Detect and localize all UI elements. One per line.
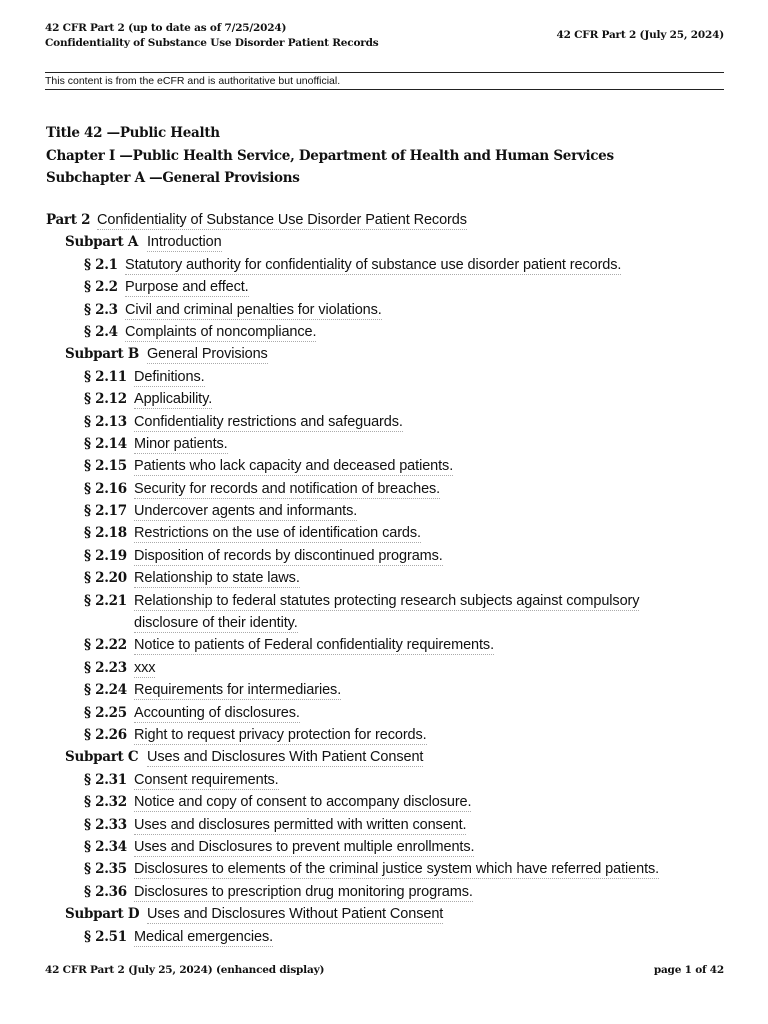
chapter-heading: Chapter I —Public Health Service, Department of Health and Human Services (46, 147, 614, 164)
section-number: § 2.18 (84, 525, 127, 542)
toc-subpart-row (46, 903, 726, 925)
section-link[interactable]: Notice to patients of Federal confidentiality requirements. (134, 637, 495, 654)
section-number: § 2.26 (84, 727, 127, 743)
section-link[interactable]: Undercover agents and informants. (134, 503, 358, 520)
hierarchy-headings (46, 122, 614, 190)
toc-section-row (46, 478, 726, 500)
running-header (45, 21, 724, 55)
subpart-label: Subpart C (65, 749, 139, 766)
section-number: § 2.51 (84, 928, 127, 945)
toc-section-row (46, 411, 726, 433)
subpart-label: Subpart A (65, 234, 139, 251)
section-link[interactable]: Uses and disclosures permitted with written consent. (134, 816, 467, 833)
subpart-link[interactable]: Uses and Disclosures Without Patient Consent (147, 906, 444, 923)
section-number: § 2.22 (84, 637, 127, 654)
page-number: page 1 of 42 (653, 964, 724, 976)
section-link[interactable]: Medical emergencies. (134, 928, 274, 945)
toc-section-row (46, 366, 726, 388)
section-number: § 2.2 (84, 279, 118, 296)
toc-section-row (46, 500, 726, 522)
toc-subpart-row (46, 231, 726, 253)
toc-part-row (46, 209, 726, 231)
toc-section-row (46, 276, 726, 298)
section-number: § 2.32 (84, 794, 127, 811)
section-number: § 2.4 (84, 323, 118, 340)
section-link[interactable]: Uses and Disclosures to prevent multiple enrollments. (134, 838, 475, 855)
section-number: § 2.14 (84, 435, 127, 452)
section-link[interactable]: Patients who lack capacity and deceased patients. (134, 458, 454, 475)
part-label: Part 2 (46, 212, 91, 228)
toc-section-row (46, 858, 726, 880)
toc-section-row (46, 926, 726, 948)
section-link[interactable]: xxx (134, 659, 156, 676)
toc-section-row (46, 388, 726, 410)
footer-citation: 42 CFR Part 2 (July 25, 2024) (enhanced display) (45, 964, 325, 976)
section-number: § 2.24 (84, 682, 127, 699)
authority-notice-text: This content is from the eCFR and is authoritative but unofficial. (45, 75, 341, 87)
toc-section-row (46, 299, 726, 321)
section-number: § 2.36 (84, 883, 127, 900)
title-heading: Title 42 —Public Health (46, 125, 220, 141)
section-link[interactable]: Restrictions on the use of identification cards. (134, 525, 421, 542)
section-number: § 2.19 (84, 547, 127, 564)
section-link[interactable]: Disclosures to elements of the criminal justice system which have referred patients. (134, 861, 660, 878)
section-number: § 2.23 (84, 659, 127, 676)
section-number: § 2.11 (84, 368, 127, 385)
section-number: § 2.31 (84, 771, 127, 788)
running-footer (45, 964, 724, 980)
header-subject-line: Confidentiality of Substance Use Disorder Patient Records (45, 37, 379, 49)
section-number: § 2.16 (84, 480, 127, 497)
section-link[interactable]: Civil and criminal penalties for violations. (125, 301, 382, 318)
section-number: § 2.20 (84, 570, 127, 587)
toc-section-row (46, 657, 726, 679)
section-link[interactable]: Requirements for intermediaries. (134, 682, 342, 699)
toc-section-row (46, 567, 726, 589)
header-citation-date: 42 CFR Part 2 (July 25, 2024) (556, 29, 724, 41)
section-number: § 2.17 (84, 503, 127, 520)
toc-section-row (46, 455, 726, 477)
authority-notice (45, 72, 724, 90)
section-number: § 2.21 (84, 592, 127, 609)
toc-section-row (46, 634, 726, 656)
toc-section-row (46, 321, 726, 343)
section-number: § 2.33 (84, 816, 127, 833)
section-link[interactable]: Accounting of disclosures. (134, 704, 300, 721)
section-number: § 2.35 (84, 861, 127, 878)
part-link[interactable]: Confidentiality of Substance Use Disorder Patient Records (97, 212, 467, 228)
section-number: § 2.13 (84, 413, 127, 430)
subpart-link[interactable]: Introduction (147, 234, 222, 251)
toc-section-row (46, 836, 726, 858)
toc-subpart-row (46, 343, 726, 365)
toc-section-row (46, 433, 726, 455)
toc-section-row (46, 590, 726, 635)
section-number: § 2.34 (84, 838, 127, 855)
toc-section-row (46, 254, 726, 276)
section-number: § 2.1 (84, 256, 118, 273)
section-link[interactable]: Definitions. (134, 368, 205, 385)
subpart-link[interactable]: Uses and Disclosures With Patient Consent (147, 749, 424, 766)
section-link[interactable]: Minor patients. (134, 435, 228, 452)
subpart-link[interactable]: General Provisions (147, 346, 268, 363)
section-number: § 2.25 (84, 704, 127, 721)
section-link[interactable]: Disclosures to prescription drug monitoring programs. (134, 883, 473, 900)
section-number: § 2.15 (84, 458, 127, 475)
section-link[interactable]: Right to request privacy protection for records. (134, 727, 427, 743)
section-link[interactable]: Disposition of records by discontinued programs. (134, 547, 443, 564)
toc-section-row (46, 724, 726, 746)
toc-section-row (46, 769, 726, 791)
section-link[interactable]: Relationship to state laws. (134, 570, 300, 587)
toc-section-row (46, 791, 726, 813)
section-link[interactable]: Consent requirements. (134, 771, 279, 788)
toc-section-row (46, 679, 726, 701)
toc-section-row (46, 814, 726, 836)
toc-section-row (46, 702, 726, 724)
toc-section-row (46, 522, 726, 544)
section-link[interactable]: Statutory authority for confidentiality of substance use disorder patient records. (125, 256, 622, 273)
header-document-info (45, 21, 378, 51)
subchapter-heading: Subchapter A —General Provisions (46, 170, 300, 186)
section-link[interactable]: Purpose and effect. (125, 279, 249, 296)
section-link[interactable]: Complaints of noncompliance. (125, 323, 317, 340)
subpart-label: Subpart B (65, 346, 139, 363)
subpart-label: Subpart D (65, 906, 140, 923)
table-of-contents (46, 209, 726, 948)
section-number: § 2.12 (84, 391, 127, 408)
toc-section-row (46, 881, 726, 903)
toc-subpart-row (46, 746, 726, 768)
section-link[interactable]: Relationship to federal statutes protecting research subjects against compulsory disclosure of their identity. (134, 592, 640, 632)
section-link[interactable]: Confidentiality restrictions and safeguards. (134, 413, 403, 430)
toc-section-row (46, 545, 726, 567)
section-link[interactable]: Security for records and notification of breaches. (134, 480, 441, 497)
section-number: § 2.3 (84, 301, 118, 318)
section-link[interactable]: Applicability. (134, 391, 213, 408)
header-version-line: 42 CFR Part 2 (up to date as of 7/25/2024) (45, 22, 287, 34)
section-link[interactable]: Notice and copy of consent to accompany disclosure. (134, 794, 472, 811)
